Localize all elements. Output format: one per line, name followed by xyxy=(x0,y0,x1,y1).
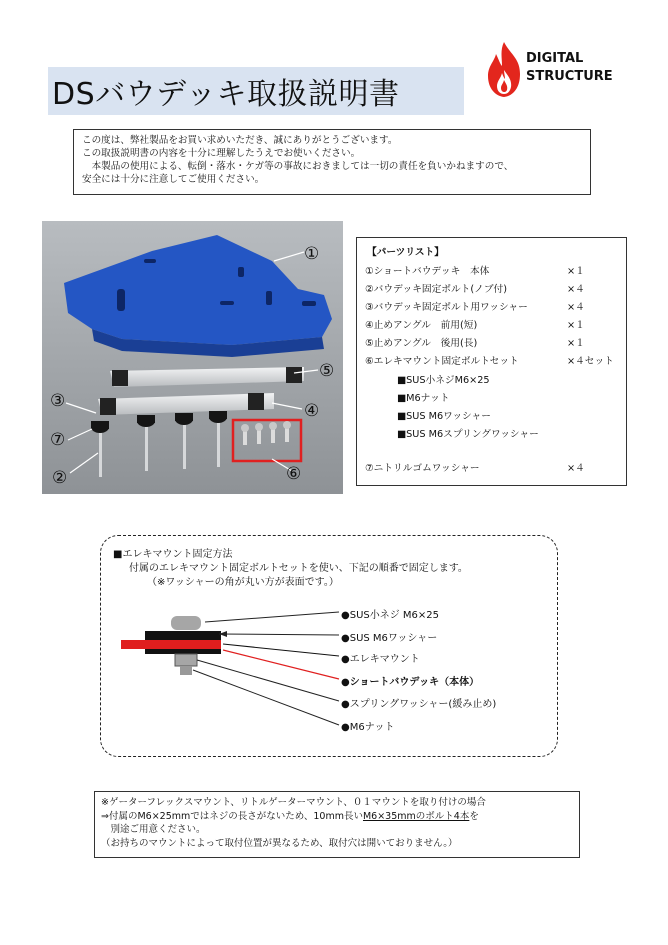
mount-label: ●SUS M6ワッシャー xyxy=(341,633,438,644)
logo-text xyxy=(526,50,613,86)
part-qty: ×４ xyxy=(567,463,585,474)
mount-label: ●エレキマウント xyxy=(341,654,420,665)
part-qty: ×４ xyxy=(567,302,585,313)
mount-instruction-line: 付属のエレキマウント固定ボルトセットを使い、下記の順番で固定します。 xyxy=(129,563,468,574)
part-qty: ×４ xyxy=(567,284,585,295)
note-line: 別途ご用意ください。 xyxy=(101,824,206,835)
intro-line: 本製品の使用による、転倒・落水・ケガ等の事故におきましては一切の責任を負いかねますので、 xyxy=(82,161,514,172)
part-name: ②バウデッキ固定ボルト(ノブ付) xyxy=(365,284,507,295)
callout-label: ④ xyxy=(304,401,320,421)
callout-label: ③ xyxy=(50,391,66,411)
title-banner xyxy=(48,67,464,115)
mount-label: ●M6ナット xyxy=(341,722,395,733)
part-sub-item: ■SUS小ネジM6×25 xyxy=(397,375,490,386)
elec-mount xyxy=(121,640,221,649)
note-bolt-spec: M6×35mmのボルト4本 xyxy=(362,810,470,822)
callout-label: ⑤ xyxy=(319,361,335,381)
parts-list xyxy=(356,237,627,486)
part-sub-item: ■SUS M6スプリングワッシャー xyxy=(397,429,539,440)
note-text: ⇒付属のM6×25mmではネジの長さがないため、10mm長い xyxy=(101,810,363,822)
part-qty: ×１ xyxy=(567,266,585,277)
part-name: ⑦ニトリルゴムワッシャー xyxy=(365,463,480,474)
part-sub-item: ■M6ナット xyxy=(397,393,450,404)
spring-washer xyxy=(175,654,197,666)
mount-label: ●SUS小ネジ M6×25 xyxy=(341,610,440,621)
note-line: ※ゲーターフレックスマウント、リトルゲーターマウント、０１マウントを取り付けの場合 xyxy=(101,797,486,808)
note-line xyxy=(101,810,573,824)
mount-instructions xyxy=(100,535,558,757)
part-sub-item: ■SUS M6ワッシャー xyxy=(397,411,491,422)
part-name: ③バウデッキ固定ボルト用ワッシャー xyxy=(365,302,528,313)
mount-diagram xyxy=(101,536,559,758)
part-name: ⑤止めアングル 後用(長) xyxy=(365,338,478,349)
mount-label-main: ●ショートバウデッキ（本体） xyxy=(341,677,480,688)
note-text: を xyxy=(469,810,479,822)
parts-list-header: 【パーツリスト】 xyxy=(367,247,444,258)
part-qty: ×１ xyxy=(567,320,585,331)
intro-line: この取扱説明書の内容を十分に理解したうえでお使いください。 xyxy=(82,148,361,159)
intro-line: この度は、弊社製品をお買い求めいただき、誠にありがとうございます。 xyxy=(82,135,398,146)
deck-plate xyxy=(145,649,221,654)
callout-label: ① xyxy=(304,244,320,264)
flame-icon xyxy=(482,40,526,100)
nut xyxy=(180,666,192,675)
logo xyxy=(482,40,622,100)
part-qty: ×１ xyxy=(567,338,585,349)
page-title: DSバウデッキ取扱説明書 xyxy=(52,77,400,112)
part-name: ④止めアングル 前用(短) xyxy=(365,320,478,331)
logo-line-1: DIGITAL xyxy=(526,51,584,66)
washer xyxy=(145,631,221,640)
logo-line-2: STRUCTURE xyxy=(526,69,613,84)
callout-label: ⑥ xyxy=(286,464,302,484)
product-photo xyxy=(42,221,343,494)
mount-heading: ■エレキマウント固定方法 xyxy=(113,549,233,560)
intro-line: 安全には十分に注意してご使用ください。 xyxy=(82,174,265,185)
screw-head xyxy=(171,616,201,630)
part-name: ⑥エレキマウント固定ボルトセット xyxy=(365,356,519,367)
mount-callout-lines xyxy=(193,612,339,725)
callout-label: ② xyxy=(52,468,68,488)
note-line: （お持ちのマウントによって取付位置が異なるため、取付穴は開いておりません。） xyxy=(101,837,458,849)
mount-label: ●スプリングワッシャー(緩み止め) xyxy=(341,699,497,710)
product-photo-illustration xyxy=(42,221,343,494)
mount-instruction-note: （※ワッシャーの角が丸い方が表面です。） xyxy=(147,577,339,588)
compatibility-note xyxy=(94,791,580,858)
callout-label: ⑦ xyxy=(50,430,66,450)
part-qty: ×４セット xyxy=(567,356,614,367)
part-name: ①ショートバウデッキ 本体 xyxy=(365,266,490,277)
intro-notice xyxy=(73,129,591,195)
